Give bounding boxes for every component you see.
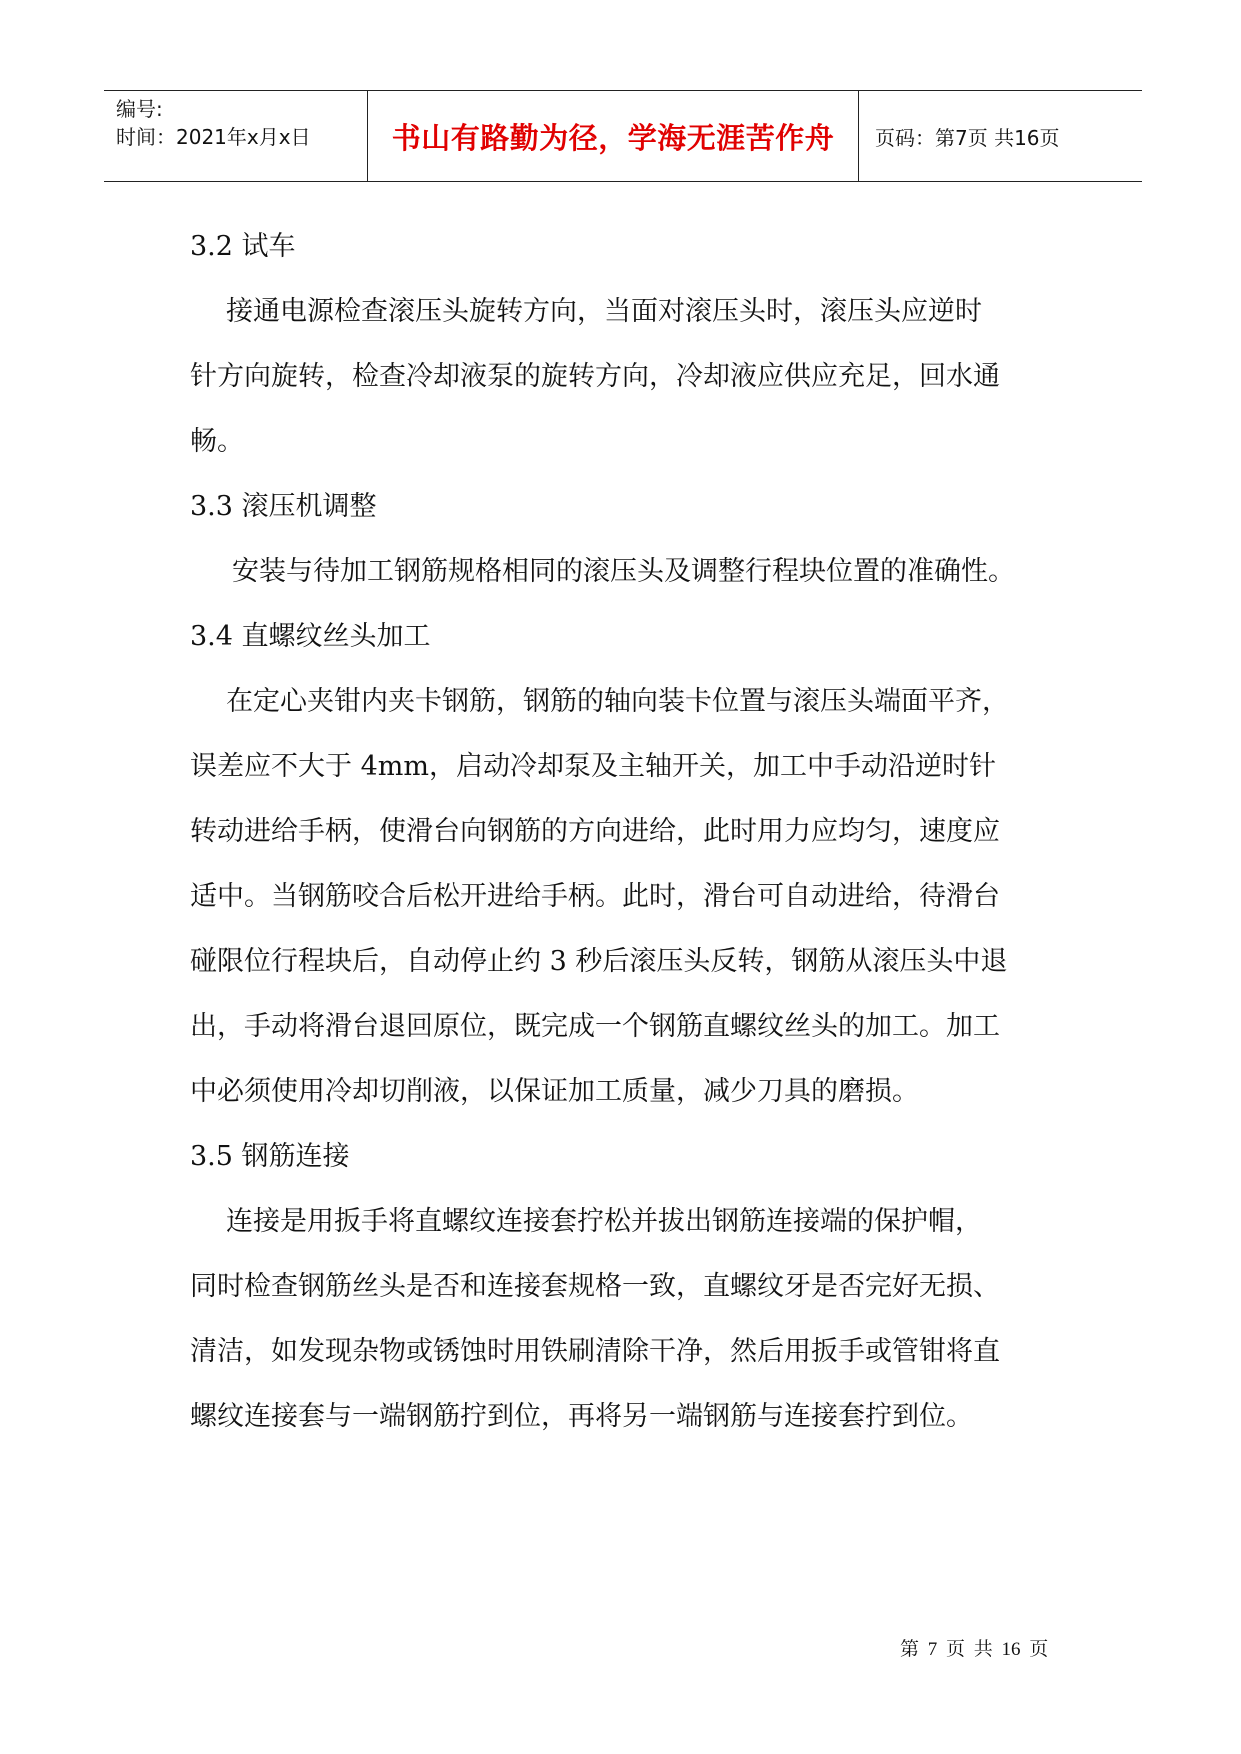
- paragraph-line: 误差应不大于 4mm，启动冷却泵及主轴开关，加工中手动沿逆时针: [190, 751, 996, 782]
- section-3-5-title: 3.5 钢筋连接: [190, 1141, 350, 1172]
- paragraph-line: 适中。当钢筋咬合后松开进给手柄。此时，滑台可自动进给，待滑台: [190, 881, 1000, 912]
- paragraph-line: 同时检查钢筋丝头是否和连接套规格一致，直螺纹牙是否完好无损、: [190, 1271, 1000, 1302]
- page-footer-number: 第 7 页 共 16 页: [900, 1639, 1049, 1660]
- paragraph-line: 接通电源检查滚压头旋转方向，当面对滚压头时，滚压头应逆时: [226, 296, 982, 327]
- header-motto: 书山有路勤为径，学海无涯苦作舟: [368, 91, 859, 181]
- paragraph-line: 清洁，如发现杂物或锈蚀时用铁刷清除干净，然后用扳手或管钳将直: [190, 1336, 1000, 1367]
- paragraph-line: 转动进给手柄，使滑台向钢筋的方向进给，此时用力应均匀，速度应: [190, 816, 1000, 847]
- paragraph-line: 出，手动将滑台退回原位，既完成一个钢筋直螺纹丝头的加工。加工: [190, 1011, 1000, 1042]
- paragraph-line: 畅。: [190, 426, 244, 457]
- serial-number-label: 编号:: [116, 97, 163, 121]
- paragraph-line: 针方向旋转，检查冷却液泵的旋转方向，冷却液应供应充足，回水通: [190, 361, 1000, 392]
- section-3-3-title: 3.3 滚压机调整: [190, 491, 377, 522]
- paragraph-line: 安装与待加工钢筋规格相同的滚压头及调整行程块位置的准确性。: [232, 556, 1015, 587]
- page-header: [104, 90, 1142, 182]
- paragraph-line: 在定心夹钳内夹卡钢筋，钢筋的轴向装卡位置与滚压头端面平齐，: [226, 686, 1009, 717]
- paragraph-line: 碰限位行程块后，自动停止约 3 秒后滚压头反转，钢筋从滚压头中退: [190, 946, 1008, 977]
- paragraph-line: 中必须使用冷却切削液，以保证加工质量，减少刀具的磨损。: [190, 1076, 919, 1107]
- section-3-2-title: 3.2 试车: [190, 231, 296, 262]
- paragraph-line: 连接是用扳手将直螺纹连接套拧松并拔出钢筋连接端的保护帽，: [226, 1206, 982, 1237]
- header-info-cell: [104, 91, 368, 181]
- time-label: 时间：2021年x月x日: [116, 125, 311, 149]
- paragraph-line: 螺纹连接套与一端钢筋拧到位，再将另一端钢筋与连接套拧到位。: [190, 1401, 973, 1432]
- document-body: [190, 214, 1070, 1449]
- section-3-4-title: 3.4 直螺纹丝头加工: [190, 621, 431, 652]
- header-page-number: 页码：第7页 共16页: [875, 125, 1060, 150]
